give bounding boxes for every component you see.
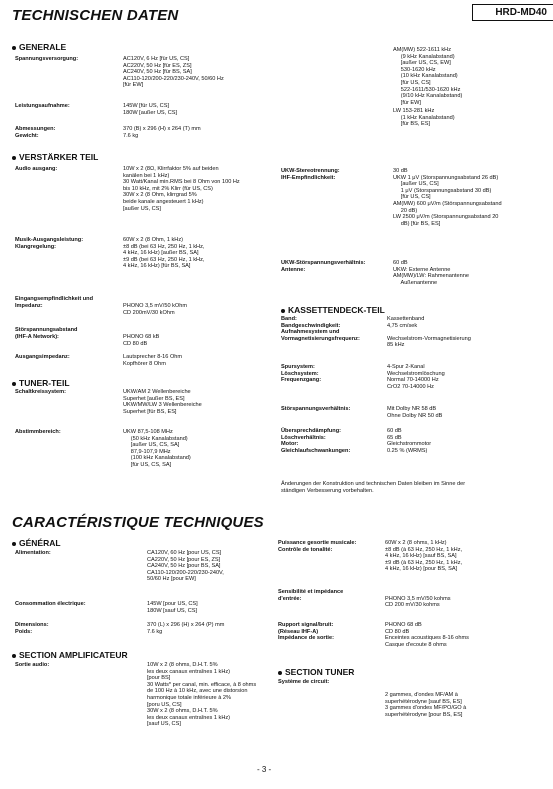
spec-label: Leistungsaufnahme: [15, 103, 70, 109]
de-kassetten-heading [281, 305, 385, 315]
spec-value: 60W x 2 (8 Ohm, 1 kHz) ±8 dB (bei 63 Hz, 250 Hz, 1 kHz, 4 kHz, 16 kHz) [außer BS, SA] ±9 dB (bei 63 Hz, 250 Hz, 1 kHz, 4 kHz, 16 kHz) [für BS, SA] [123, 237, 205, 270]
section-heading: SECTION TUNER [285, 667, 355, 677]
bullet-icon [278, 671, 282, 675]
spec-label: Störspannungsverhältnis: [281, 406, 351, 412]
spec-label: Störspannungsabstand (IHF-A Network): [15, 327, 78, 340]
bullet-icon [281, 309, 285, 313]
spec-label: UKW-Stereotrennung: IHF-Empfindlichkeit: [281, 168, 340, 181]
spec-label: Système de circuit: [278, 679, 330, 685]
spec-value: 10W x 2 (8 ohms, D.H.T. 5% les deux canaux entraînes 1 kHz) [pour BS] 30 Watts* per canal, min. efficace, à 8 ohms de 100 Hz à 10 kHz, avec une distorsion harmonique totale inférieure à 2% [poru US, CS] 30W x 2 (8 ohms, D.H.T. 5% les deux canaux entraînes 1 kHz) [sauf US, CS] [147, 662, 257, 728]
spec-value: 145W [pour US, CS] 180W [sauf US, CS] [147, 601, 198, 614]
de-title: TECHNISCHEN DATEN [12, 7, 179, 24]
spec-value: PHONO 68 dB CD 80 dB Enceintes acoustiques 8-16 ohms Casque d'ecoute 8 ohms [385, 622, 469, 648]
fr-general-heading [12, 538, 61, 548]
spec-label: Sortie audio: [15, 662, 50, 668]
spec-label: Sensibilité et impédance d'entrée: [278, 589, 344, 602]
spec-value: 4-Spur 2-Kanal Wechselstromlöschung Normal 70-14000 Hz CrO2 70-14000 Hz [387, 364, 445, 390]
spec-label: Puissance gesortie musicale: Contrôle de tonalité: [278, 540, 357, 553]
spec-label: Consommation électrique: [15, 601, 86, 607]
spec-value: 30 dB UKW 1 μV (Storspannungsabstand 26 dB) [außer US, CS] 1 μV (Storspannungsabstand 30 dB) [für US, CS] AM(MW) 600 μV/m (Störspannungsabstand 20 dB) LW 2500 μV/m (Storspannungsabstand 20 dB) [für BS, ES] [393, 168, 502, 227]
spec-value: UKW 87,5-108 MHz (50 kHz Kanalabstand) [außer US, CS, SA] 87,9-107,9 MHz (100 kHz Kanalabstand) [für US, CS, SA] [123, 429, 191, 468]
spec-label: Eingangsempfindlichkeit und Impedanz: [15, 296, 94, 309]
spec-label: Schaltkreissystem: [15, 389, 66, 395]
spec-value: AC120V, 6 Hz [für US, CS] AC220V, 50 Hz [für ES, ZS] AC240V, 50 Hz [für BS, SA] AC110-120/200-220/230-240V, 50/60 Hz [für EW] [123, 56, 224, 89]
spec-value: 60W x 2 (8 ohms, 1 kHz) ±8 dB (à 63 Hz, 250 Hz, 1 kHz, 4 kHz, 16 kHz) [sauf BS, SA] ±9 dB (à 63 Hz, 250 Hz, 1 kHz, 4 kHz, 16 kHz) [pour BS, SA] [385, 540, 463, 573]
de-tuner-heading [12, 378, 70, 388]
fr-tuner-heading [278, 667, 354, 677]
spec-label: Spannungsversorgung: [15, 56, 79, 62]
spec-value: UKW/AM 2 Wellenbereiche Superhet [außer BS, ES] UKW/MW/LW 3 Wellenbereiche Superhet [für BS, ES] [123, 389, 202, 415]
de-generale-heading [12, 42, 66, 52]
spec-value: PHONO 3,5 mV/50 kohms CD 200 mV/30 kohms [385, 595, 451, 609]
section-heading: SECTION AMPLIFICATEUR [19, 650, 128, 660]
am-range: AM(MW) 522-1611 kHz (9 kHz Kanalabstand) [außer US, CS, EW] 530-1620 kHz (10 kHz Kanalabstand) [für US, CS] 522-1611/530-1620 kHz (9/10 kHz Kanalabstand) [für EW] [393, 47, 463, 106]
spec-value: Kassettenband 4,75 cm/sek Wechselstrom-Vormagnetisierung 85 kHz [387, 316, 471, 349]
spec-label: Rupport signal/bruit: (Réseau IHF-A) Impédance de sortie: [278, 622, 334, 642]
spec-label: Ausgangsimpedanz: [15, 354, 70, 360]
section-heading: KASSETTENDECK-TEIL [288, 305, 385, 315]
spec-label: Übersprechdämpfung: Löschverhältnis: Motor: Gleichlaufschwankungen: [281, 428, 351, 454]
spec-value: 60 dB UKW: Externe Antenne AM(MW)/LW: Rahmenantenne Außenantenne [393, 260, 469, 286]
spec-value: 60 dB 65 dB Gleichstrommotor 0.25 % (WRMS) [387, 428, 432, 454]
spec-value: Mit Dolby NR 58 dB Ohne Dolby NR 50 dB [387, 406, 443, 419]
de-verstaerker-heading [12, 152, 98, 162]
section-heading: GÉNÉRAL [19, 538, 61, 548]
spec-value: Lautsprecher 8-16 Ohm Kopfhörer 8 Ohm [123, 354, 183, 367]
fr-title: CARACTÉRISTIQUE TECHNIQUES [12, 514, 264, 531]
spec-value: 145W [für US, CS] 180W [außer US, CS] [123, 103, 178, 116]
spec-label: Abstimmbereich: [15, 429, 61, 435]
spec-value: 10W x 2 (8Ω, Klirrfaktor 5% auf beiden kanälen bei 1 kHz) 30 Watt/Kanal min.RMS bei 8 Ohm von 100 Hz bis 10 kHz, mit 2% Klirr (für US, CS) 30W x 2 (8 Ohm, klirrgrad 5% beide kanale angesteuert 1 kHz) [außer US, CS] [123, 166, 240, 212]
spec-value: PHONO 68 kB CD 80 dB [123, 334, 160, 347]
bullet-icon [12, 156, 16, 160]
spec-value: 2 gammes, d'ondes MF/AM à superhétérodyne [sauf BS, ES] 3 gammes d'ondes MF/PO/GO à superhétérodyne [pour BS, ES] [385, 692, 467, 718]
model-label: HRD-MD40 [472, 4, 553, 21]
section-heading: TUNER-TEIL [19, 378, 70, 388]
page-number: - 3 - [257, 765, 272, 774]
bullet-icon [12, 46, 16, 50]
spec-value: CA120V, 60 Hz [pour US, CS] CA220V, 50 Hz [pour ES, ZS] CA240V, 50 Hz [pour BS, SA] CA110-120/200-220/230-240V, 50/60 Hz [pour EW] [147, 550, 224, 583]
spec-label: Audio ausgang: [15, 166, 58, 172]
bullet-icon [12, 654, 16, 658]
spec-label: Abmessungen: Gewicht: [15, 126, 56, 139]
spec-label: Alimentation: [15, 550, 51, 556]
spec-value: PHONO 3,5 mV/50 kOhm CD 200mV/30 kOhm [123, 303, 188, 316]
fr-amplificateur-heading [12, 650, 128, 660]
spec-label: Dimensions: Poids: [15, 622, 49, 635]
spec-label: Spursystem: Löschsystem: Frequenzgang: [281, 364, 322, 384]
bullet-icon [12, 382, 16, 386]
bullet-icon [12, 542, 16, 546]
section-heading: GENERALE [19, 42, 67, 52]
spec-value: 370 (L) x 296 (H) x 264 (P) mm 7.6 kg [147, 622, 225, 635]
revision-note: Änderungen der Konstruktion und technischen Daten bleiben im Sinne der ständigen Verbesserung vorbehalten. [281, 481, 466, 494]
spec-label: Musik-Ausgangsleistung: Klangregelung: [15, 237, 84, 250]
spec-value: 370 (B) x 296 (H) x 264 (T) mm 7.6 kg [123, 126, 201, 139]
section-heading: VERSTÄRKER TEIL [19, 152, 99, 162]
spec-label: UKW-Störspannungsverhältnis: Antenne: [281, 260, 366, 273]
lw-range: LW 153-281 kHz (1 kHz Kanalabstand) [für BS, ES] [393, 108, 455, 128]
spec-label: Band: Bandgeschwindigkeit: Aufnahmesystem und Vormagnetisierungsfrequenz: [281, 316, 360, 342]
